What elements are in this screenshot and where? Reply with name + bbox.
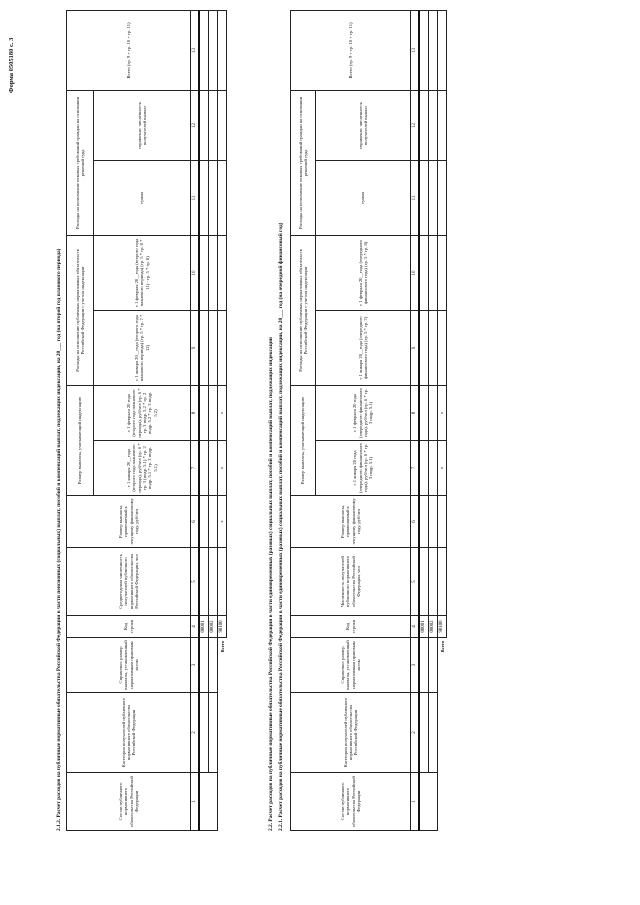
s1-h9: с 1 января 20__года (второго года планового периода) (гр. 5 * гр. 7 * 12): [94, 310, 191, 385]
s2-cell[interactable]: [438, 496, 447, 548]
s1-h3: Справочно: размер выплаты, установленный нормативным правовым актом: [67, 638, 191, 693]
s2-h3: Справочно: размер выплаты, установленный нормативным правовым актом: [291, 638, 411, 693]
s1-colnum: 8: [191, 385, 200, 440]
s2-colnum: 7: [411, 441, 420, 496]
s2-h4: Код строки: [291, 616, 411, 638]
s2-cell[interactable]: [429, 235, 438, 310]
s1-cell[interactable]: [199, 10, 209, 90]
s2-total-x: x: [438, 441, 447, 496]
s2-cell[interactable]: [429, 160, 438, 235]
s1-cell[interactable]: [209, 235, 218, 310]
section1-table: [66, 10, 227, 831]
s1-group-court: Расходы на исполнение исковых требований граждан на основании решений суда: [67, 90, 94, 235]
section2-table: [290, 10, 447, 831]
s1-cell[interactable]: [209, 310, 218, 385]
s1-cell[interactable]: [209, 385, 218, 440]
s1-h10: с 1 февраля 20__года (второго года планового периода) (гр. 5 * гр. 8 * 11) - гр. 5 * гр. 8): [94, 235, 191, 310]
s1-total-x: x: [218, 496, 227, 548]
table-row: [218, 10, 227, 830]
s1-colnum: 3: [191, 638, 200, 693]
s1-colnum: 13: [191, 10, 200, 90]
s2-cell[interactable]: [419, 385, 429, 440]
table-row: [438, 10, 447, 830]
s2-colnum: 5: [411, 548, 420, 616]
s2-cell[interactable]: [438, 235, 447, 310]
s2-colnum: 2: [411, 693, 420, 773]
s1-cell[interactable]: [209, 90, 218, 160]
s2-cell[interactable]: [419, 496, 429, 548]
s2-colnum: 8: [411, 385, 420, 440]
s1-cell[interactable]: [199, 693, 209, 773]
s1-cell[interactable]: [199, 235, 209, 310]
s1-total-code: 90100: [218, 616, 227, 638]
table-row: [419, 10, 429, 830]
s1-cell[interactable]: [209, 160, 218, 235]
s1-h2: Категория получателей публичного нормативного обязательства Российской Федерации: [67, 693, 191, 773]
s2-colnum: 11: [411, 160, 420, 235]
s2-colnum: 10: [411, 235, 420, 310]
s1-h7: с 1 января 20__года (второго года планового периода), руб/чел (гр. 6 * гр. 3 (подр. 5.1) * гр. 2 подр. 5.1 * гр. 3 подр. 5.1): [94, 441, 191, 496]
s1-h12: справочно: численность получателей выплат: [94, 90, 191, 160]
s1-h6: Размер выплаты, применяемый к текущему финансовому году, руб/чел: [67, 496, 191, 548]
section1-title: 2.1.2. Расчет расходов на публичные нормативные обязательства Российской Федерации в части пенсионных (социальных) выплат, пособий и компенсаций выплат, подлежащих индексации, на 20___ год (на второй год планового периода): [56, 248, 62, 831]
s2-row-code: 00002: [429, 616, 438, 638]
s2-cell[interactable]: [419, 235, 429, 310]
s1-cell[interactable]: [218, 548, 227, 616]
s1-cell[interactable]: [199, 90, 209, 160]
s2-total-code: 90100: [438, 616, 447, 638]
s1-cell[interactable]: [209, 548, 218, 616]
s1-h8: с 1 февраля 20 года (второго года планового периода), руб/чел (гр. 6 * гр. 3 подр. 5.2 * гр. 2 подр. 5.2 * гр. 3 подр. 5.2): [94, 385, 191, 440]
s1-cell[interactable]: [199, 638, 209, 693]
s1-colnum: 10: [191, 235, 200, 310]
s2-colnum: 12: [411, 90, 420, 160]
s2-cell[interactable]: [419, 638, 429, 693]
s1-colnum: 12: [191, 90, 200, 160]
s1-h4: Код строки: [67, 616, 191, 638]
s1-colnum: 4: [191, 616, 200, 638]
s2-h12: справочно: численность получателей выплат: [316, 90, 411, 160]
s2-cell[interactable]: [419, 441, 429, 496]
s1-cell[interactable]: [199, 441, 209, 496]
s2-h5: Численность получателей публичного нормативного обязательства Российской Федерации, чел: [291, 548, 411, 616]
s1-cell[interactable]: [209, 693, 218, 773]
s1-cell[interactable]: [218, 310, 227, 385]
s2-h10: с 1 февраля 20__года (очередного финансового года) (гр. 5 * гр. 8): [316, 235, 411, 310]
table-row: [199, 10, 209, 830]
s1-total-label: Всего: [218, 638, 227, 831]
s1-h11: сумма: [94, 160, 191, 235]
s2-colnum: 9: [411, 310, 420, 385]
s2-cell[interactable]: [429, 496, 438, 548]
s2-cell[interactable]: [419, 10, 429, 90]
s1-cell[interactable]: [209, 496, 218, 548]
s2-group-court: Расходы на исполнение исковых требований граждан на основании решений суда: [291, 90, 316, 235]
form-label: Форма 0505180 с. 3: [8, 37, 15, 93]
s1-cell[interactable]: [199, 548, 209, 616]
s1-cell[interactable]: [209, 638, 218, 693]
s1-colnum: 5: [191, 548, 200, 616]
s1-total-x: x: [218, 385, 227, 440]
s2-cell[interactable]: [438, 160, 447, 235]
s2-row-code: 00001: [419, 616, 429, 638]
s2-group-exp: Расходы на исполнение публичных нормативных обязательств Российской Федерации с учетом индексации: [291, 235, 316, 385]
s1-colnum: 7: [191, 441, 200, 496]
s2-cell[interactable]: [438, 310, 447, 385]
section2-heading: 2.2. Расчет расходов на публичные нормативные обязательства Российской Федерации в части единовременных (разовых) социальных выплат, пособий и компенсаций выплат, подлежащих индексации: [268, 337, 274, 831]
s2-cell[interactable]: [438, 548, 447, 616]
s2-colnum: 3: [411, 638, 420, 693]
s1-cell[interactable]: [209, 10, 218, 90]
table-row: [209, 10, 218, 830]
s1-h5: Среднегодовая численность получателей публичного нормативного обязательства Российской Федерации, чел: [67, 548, 191, 616]
s1-h13: Всего (гр. 9 + гр. 10 + гр. 11): [67, 10, 191, 90]
s1-h1: Состав публичного нормативного обязательства Российской Федерации: [67, 773, 191, 831]
s1-cell[interactable]: [218, 90, 227, 160]
s1-colnum: 11: [191, 160, 200, 235]
s1-cell[interactable]: [218, 10, 227, 90]
s1-row-code: 00002: [209, 616, 218, 638]
s1-colnum: 2: [191, 693, 200, 773]
s2-group-size: Размер выплаты, учитывающий индексацию: [291, 385, 316, 495]
s2-cell[interactable]: [438, 10, 447, 90]
s1-cell[interactable]: [199, 773, 218, 831]
s1-cell[interactable]: [199, 160, 209, 235]
s2-h8: с 1 февраля 20 года (очередного финансового года), руб/чел (гр. 6 * гр. 3 подр. 5.1): [316, 385, 411, 440]
s1-colnum: 6: [191, 496, 200, 548]
s2-cell[interactable]: [429, 310, 438, 385]
s2-colnum: 4: [411, 616, 420, 638]
s1-cell[interactable]: [199, 496, 209, 548]
s2-h9: с 1 января 20__года (очередного финансового года) (гр. 5 * гр. 7): [316, 310, 411, 385]
s1-group-exp: Расходы на исполнение публичных нормативных обязательств Российской Федерации с учетом индексации: [67, 235, 94, 385]
s2-total-x: x: [438, 385, 447, 440]
s2-cell[interactable]: [429, 638, 438, 693]
s1-cell[interactable]: [199, 310, 209, 385]
s1-row-code: 00001: [199, 616, 209, 638]
s2-cell[interactable]: [419, 773, 438, 831]
s2-cell[interactable]: [429, 385, 438, 440]
s1-cell[interactable]: [218, 235, 227, 310]
s2-cell[interactable]: [429, 548, 438, 616]
s2-cell[interactable]: [429, 90, 438, 160]
s2-total-label: Всего: [438, 638, 447, 831]
s1-colnum: 9: [191, 310, 200, 385]
s2-cell[interactable]: [419, 693, 429, 773]
s2-cell[interactable]: [419, 160, 429, 235]
s1-cell[interactable]: [199, 385, 209, 440]
s2-colnum: 13: [411, 10, 420, 90]
table-row: [429, 10, 438, 830]
s2-h2: Категория получателей публичного нормативного обязательства Российской Федерации: [291, 693, 411, 773]
s2-h7: с 1 января 20 года (очередного финансового года), руб/чел (гр. 6 * гр. 3 подр. 5.1): [316, 441, 411, 496]
s2-cell[interactable]: [419, 90, 429, 160]
s2-cell[interactable]: [419, 310, 429, 385]
s2-colnum: 1: [411, 773, 420, 831]
s2-cell[interactable]: [429, 693, 438, 773]
s2-colnum: 6: [411, 496, 420, 548]
s2-cell[interactable]: [419, 548, 429, 616]
s1-total-x: x: [218, 441, 227, 496]
s1-cell[interactable]: [218, 160, 227, 235]
s1-colnum: 1: [191, 773, 200, 831]
s2-h1: Состав публичного нормативного обязательства Российской Федерации: [291, 773, 411, 831]
s2-cell[interactable]: [429, 441, 438, 496]
s2-cell[interactable]: [429, 10, 438, 90]
s1-group-size: Размер выплаты, учитывающий индексацию: [67, 385, 94, 495]
section2-title: 2.2.1. Расчет расходов на публичные нормативные обязательства Российской Федерации в части единовременных (разовых) социальных выплат, пособий и компенсаций выплат, подлежащих индексации, на 20___ год (на очередной финансовый год): [278, 222, 284, 831]
s1-cell[interactable]: [209, 441, 218, 496]
s2-h11: сумма: [316, 160, 411, 235]
s2-h6: Размер выплаты, применяемый к текущему финансовому году, руб/чел: [291, 496, 411, 548]
s2-cell[interactable]: [438, 90, 447, 160]
s2-h13: Всего (гр. 9 + гр. 10 + гр. 11): [291, 10, 411, 90]
